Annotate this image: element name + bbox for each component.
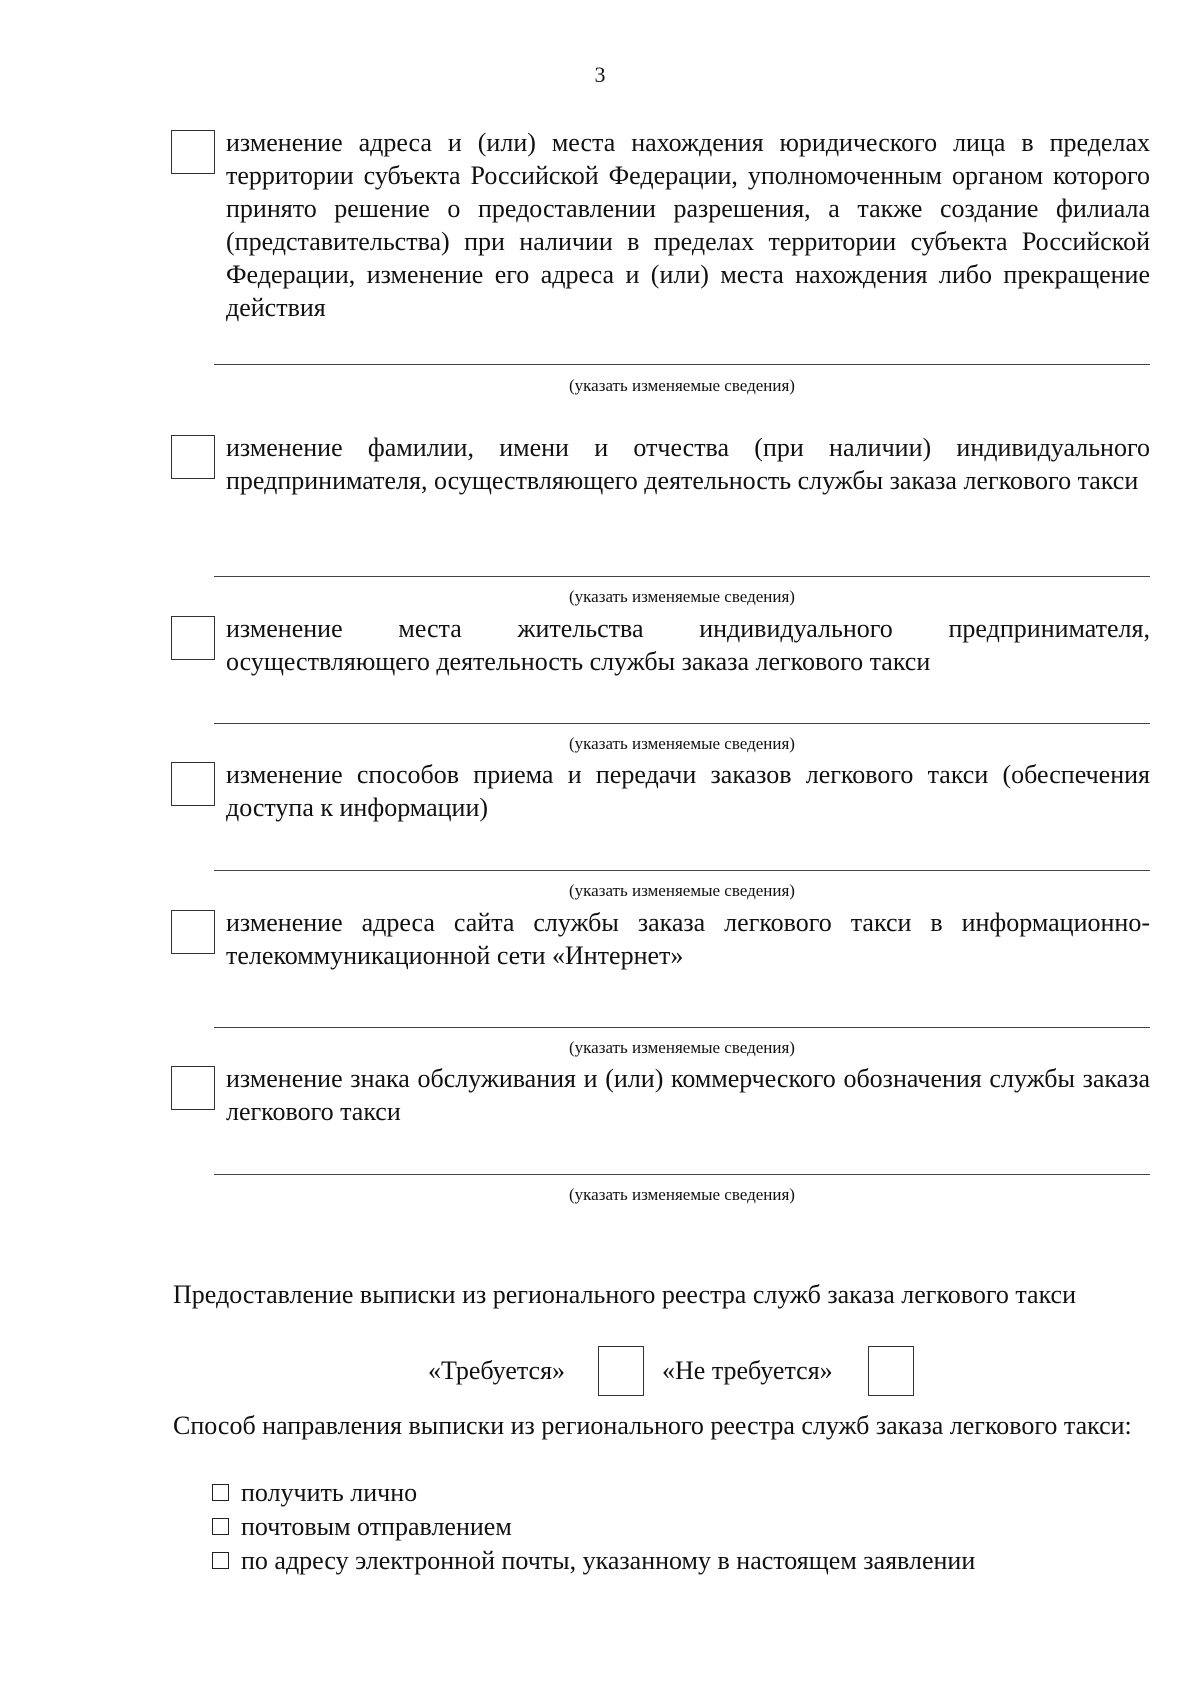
- fill-line[interactable]: [214, 1174, 1150, 1175]
- option-trademark-change: [171, 1062, 1150, 1128]
- option-text: изменение способов приема и передачи заказов легкового такси (обеспечения доступа к информации): [226, 760, 1150, 822]
- option-checkbox[interactable]: [171, 130, 215, 174]
- option-checkbox[interactable]: [171, 435, 215, 479]
- option-residence-change: [171, 612, 1150, 678]
- not-required-checkbox[interactable]: [868, 1346, 914, 1396]
- method-item-in-person[interactable]: [212, 1476, 1112, 1509]
- option-text: изменение адреса сайта службы заказа легкового такси в информационно-телекоммуникационной сети «Интернет»: [226, 908, 1150, 970]
- method-label: по адресу электронной почты, указанному в настоящем заявлении: [241, 1546, 976, 1575]
- fill-line[interactable]: [214, 870, 1150, 871]
- method-title: Способ направления выписки из регионального реестра служб заказа легкового такси:: [173, 1411, 1132, 1440]
- method-item-email[interactable]: [212, 1544, 1112, 1577]
- option-checkbox[interactable]: [171, 762, 215, 806]
- fill-line[interactable]: [214, 1027, 1150, 1028]
- required-checkbox[interactable]: [598, 1346, 644, 1396]
- option-checkbox[interactable]: [171, 1066, 215, 1110]
- option-order-method-change: [171, 758, 1150, 824]
- not-required-label: «Не требуется»: [662, 1356, 833, 1385]
- extract-choice-row: [0, 1346, 1200, 1398]
- method-label: почтовым отправлением: [241, 1512, 512, 1541]
- method-checkbox[interactable]: [212, 1552, 229, 1569]
- fill-line[interactable]: [214, 576, 1150, 577]
- method-checkbox[interactable]: [212, 1484, 229, 1501]
- option-text: изменение адреса и (или) места нахождения юридического лица в пределах территории субъекта Российской Федерации, уполномоченным органом которого принято решение о предоставлении разрешения, а также создание филиала (представительства) при наличии в пределах территории субъекта Российской Федерации, изменение его адреса и (или) места нахождения либо прекращение действия: [226, 128, 1150, 322]
- fill-line[interactable]: [214, 723, 1150, 724]
- method-item-post[interactable]: [212, 1510, 1112, 1543]
- method-label: получить лично: [241, 1478, 418, 1507]
- option-website-change: [171, 906, 1150, 972]
- fill-hint: (указать изменяемые сведения): [569, 881, 795, 900]
- option-text: изменение фамилии, имени и отчества (при наличии) индивидуального предпринимателя, осуществляющего деятельность службы заказа легкового такси: [226, 433, 1150, 495]
- method-checkbox[interactable]: [212, 1518, 229, 1535]
- page-number: 3: [594, 62, 606, 87]
- option-name-change: [171, 431, 1150, 497]
- fill-hint: (указать изменяемые сведения): [569, 1038, 795, 1057]
- fill-hint: (указать изменяемые сведения): [569, 376, 795, 395]
- required-label: «Требуется»: [428, 1356, 566, 1385]
- option-checkbox[interactable]: [171, 910, 215, 954]
- option-address-change: [171, 126, 1150, 324]
- fill-hint: (указать изменяемые сведения): [569, 587, 795, 606]
- option-text: изменение знака обслуживания и (или) коммерческого обозначения службы заказа легкового такси: [226, 1064, 1150, 1126]
- fill-line[interactable]: [214, 364, 1150, 365]
- option-checkbox[interactable]: [171, 616, 215, 660]
- fill-hint: (указать изменяемые сведения): [569, 1185, 795, 1204]
- option-text: изменение места жительства индивидуального предпринимателя, осуществляющего деятельность службы заказа легкового такси: [226, 614, 1150, 676]
- fill-hint: (указать изменяемые сведения): [569, 734, 795, 753]
- extract-title: Предоставление выписки из регионального реестра служб заказа легкового такси: [173, 1280, 1077, 1309]
